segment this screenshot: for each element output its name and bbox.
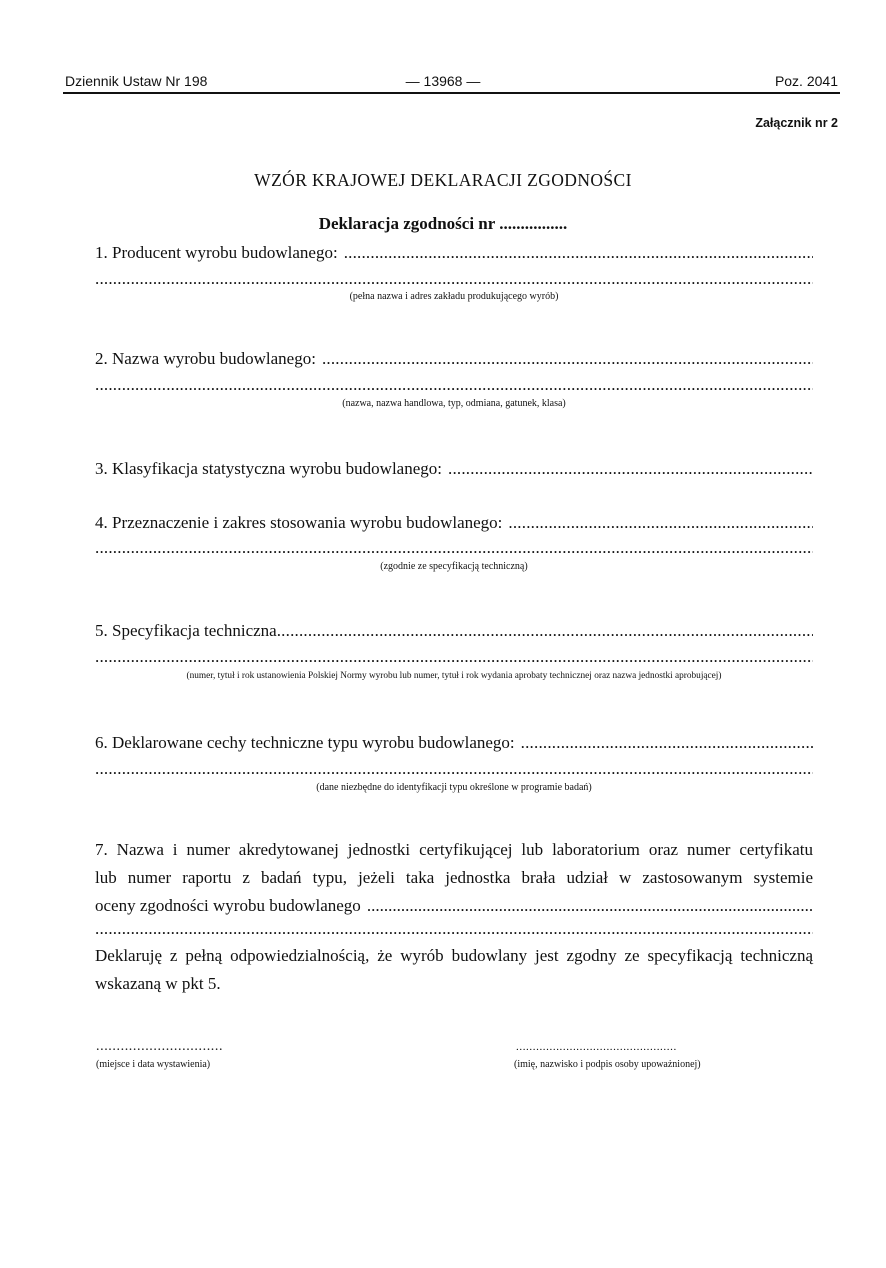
field-certification-body-line2: lub numer raportu z badań typu, jeżeli taka jednostka brała udział w zastosowanym systemie — [95, 868, 813, 887]
field-certification-body-line1: 7. Nazwa i numer akredytowanej jednostki certyfikującej lub laboratorium oraz numer certyfikatu — [95, 840, 813, 859]
field-producer-input-line2[interactable] — [95, 272, 813, 286]
signature-label: (imię, nazwisko i podpis osoby upoważnionej) — [514, 1059, 701, 1070]
field-producer — [95, 242, 813, 264]
field-certification-body-input-line2[interactable] — [95, 922, 813, 936]
field-specification-label: 5. Specyfikacja techniczna — [95, 621, 277, 640]
field-certification-body-input[interactable] — [367, 892, 813, 920]
signature-field[interactable]: ................................................ — [516, 1041, 677, 1053]
page-title: WZÓR KRAJOWEJ DEKLARACJI ZGODNOŚCI — [254, 170, 632, 190]
field-certification-body-line3 — [95, 892, 813, 920]
field-specification — [95, 620, 813, 642]
field-classification-input[interactable] — [448, 458, 813, 480]
field-technical-features-input[interactable] — [521, 732, 813, 754]
field-product-name-label: 2. Nazwa wyrobu budowlanego: — [95, 349, 316, 368]
declaration-number-field[interactable]: ................ — [499, 214, 568, 233]
page-number: — 13968 — — [405, 73, 481, 89]
field-producer-input[interactable] — [344, 242, 813, 264]
field-producer-hint: (pełna nazwa i adres zakładu produkującego wyrób) — [349, 291, 559, 302]
field-technical-features-label: 6. Deklarowane cechy techniczne typu wyrobu budowlanego: — [95, 733, 515, 752]
field-certification-body-label: oceny zgodności wyrobu budowlanego — [95, 896, 361, 915]
field-purpose-input[interactable] — [508, 512, 813, 534]
field-product-name-input[interactable] — [322, 348, 813, 370]
journal-title: Dziennik Ustaw Nr 198 — [65, 73, 208, 89]
field-product-name-hint: (nazwa, nazwa handlowa, typ, odmiana, gatunek, klasa) — [342, 398, 566, 409]
field-purpose-hint: (zgodnie ze specyfikacją techniczną) — [380, 561, 528, 572]
header-rule — [63, 92, 840, 94]
field-specification-input[interactable] — [277, 620, 813, 642]
field-purpose-label: 4. Przeznaczenie i zakres stosowania wyrobu budowlanego: — [95, 513, 503, 532]
field-purpose-input-line2[interactable] — [95, 541, 813, 555]
field-product-name — [95, 348, 813, 370]
field-technical-features-input-line2[interactable] — [95, 762, 813, 776]
field-classification — [95, 458, 813, 480]
declaration-line2: wskazaną w pkt 5. — [95, 974, 221, 993]
field-certification-body — [95, 836, 813, 920]
field-producer-label: 1. Producent wyrobu budowlanego: — [95, 243, 338, 262]
field-technical-features — [95, 732, 813, 754]
field-specification-hint: (numer, tytuł i rok ustanowienia Polskiej Normy wyrobu lub numer, tytuł i rok wydania aprobaty technicznej oraz nazwa jednostki aprobującej) — [186, 671, 722, 681]
declaration-number-heading — [0, 214, 886, 234]
field-specification-input-line2[interactable] — [95, 650, 813, 664]
position-number: Poz. 2041 — [774, 73, 838, 89]
declaration-line1: Deklaruję z pełną odpowiedzialnością, że wyrób budowlany jest zgodny ze specyfikacją techniczną — [95, 946, 813, 965]
place-date-field[interactable]: ............................... — [96, 1039, 224, 1054]
declaration-statement — [95, 942, 813, 998]
field-product-name-input-line2[interactable] — [95, 378, 813, 392]
field-purpose — [95, 512, 813, 534]
place-date-label: (miejsce i data wystawienia) — [96, 1059, 211, 1070]
annex-label: Załącznik nr 2 — [755, 116, 838, 130]
declaration-number-label: Deklaracja zgodności nr — [318, 214, 496, 233]
field-classification-label: 3. Klasyfikacja statystyczna wyrobu budowlanego: — [95, 459, 442, 478]
field-technical-features-hint: (dane niezbędne do identyfikacji typu określone w programie badań) — [316, 782, 592, 793]
